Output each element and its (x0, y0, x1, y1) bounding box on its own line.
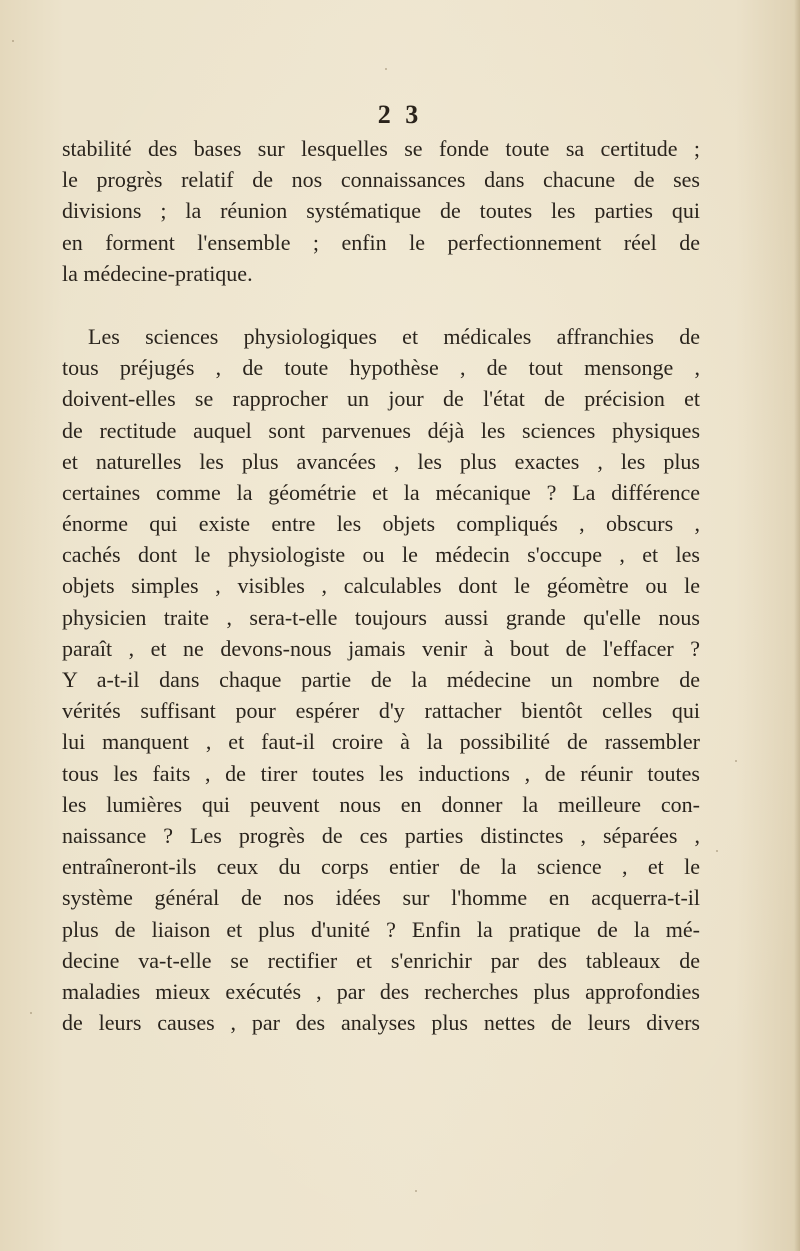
text-body (62, 133, 700, 1038)
text-line: la médecine-pratique. (62, 260, 253, 286)
text-line: certaines comme la géométrie et la mécanique ? La différence (62, 479, 700, 505)
text-line: et naturelles les plus avancées , les plus exactes , les plus (62, 448, 700, 474)
text-line: de rectitude auquel sont parvenues déjà les sciences physiques (62, 417, 700, 443)
paper-speck (385, 68, 387, 70)
text-line: énorme qui existe entre les objets compliqués , obscurs , (62, 511, 700, 537)
text-line: paraît , et ne devons-nous jamais venir à bout de l'effacer ? (62, 635, 700, 661)
paper-speck (415, 1190, 417, 1192)
text-line: divisions ; la réunion systématique de toutes les parties qui (62, 198, 700, 224)
text-line: Y a-t-il dans chaque partie de la médecine un nombre de (62, 667, 700, 692)
text-line: vérités suffisant pour espérer d'y rattacher bientôt celles qui (62, 698, 700, 724)
paragraph-2 (62, 321, 700, 1038)
text-line: en forment l'ensemble ; enfin le perfectionnement réel de (62, 229, 700, 255)
text-line: Les sciences physiologiques et médicales affranchies de (88, 323, 700, 349)
paper-speck (30, 1012, 32, 1014)
text-line: système général de nos idées sur l'homme en acquerra-t-il (62, 885, 700, 911)
text-line: naissance ? Les progrès de ces parties distinctes , séparées , (62, 822, 700, 848)
paragraph-gap (62, 289, 700, 321)
text-line: tous les faits , de tirer toutes les inductions , de réunir toutes (62, 760, 700, 786)
text-line: objets simples , visibles , calculables dont le géomètre ou le (62, 573, 700, 599)
text-line: entraîneront-ils ceux du corps entier de la science , et le (62, 854, 700, 880)
text-line: decine va-t-elle se rectifier et s'enrichir par des tableaux de (62, 947, 700, 973)
text-line: stabilité des bases sur lesquelles se fonde toute sa certitude ; (62, 136, 700, 161)
page-edge-shadow (794, 0, 800, 1251)
page-number: 2 3 (377, 100, 423, 129)
text-line: les lumières qui peuvent nous en donner la meilleure con- (62, 791, 700, 817)
text-line: maladies mieux exécutés , par des recherches plus approfondies (62, 978, 700, 1004)
text-line: physicien traite , sera-t-elle toujours aussi grande qu'elle nous (62, 604, 700, 630)
paper-speck (716, 850, 718, 852)
paragraph-1 (62, 133, 700, 289)
text-line: plus de liaison et plus d'unité ? Enfin la pratique de la mé- (62, 916, 700, 942)
text-line: lui manquent , et faut-il croire à la possibilité de rassembler (62, 729, 700, 755)
text-line: doivent-elles se rapprocher un jour de l'état de précision et (62, 386, 700, 412)
paper-speck (12, 40, 14, 42)
text-line: tous préjugés , de toute hypothèse , de tout mensonge , (62, 355, 700, 381)
paper-speck (735, 760, 737, 762)
text-line: le progrès relatif de nos connaissances dans chacune de ses (62, 167, 700, 193)
text-line: de leurs causes , par des analyses plus nettes de leurs divers (62, 1010, 700, 1036)
text-line: cachés dont le physiologiste ou le médecin s'occupe , et les (62, 542, 700, 568)
